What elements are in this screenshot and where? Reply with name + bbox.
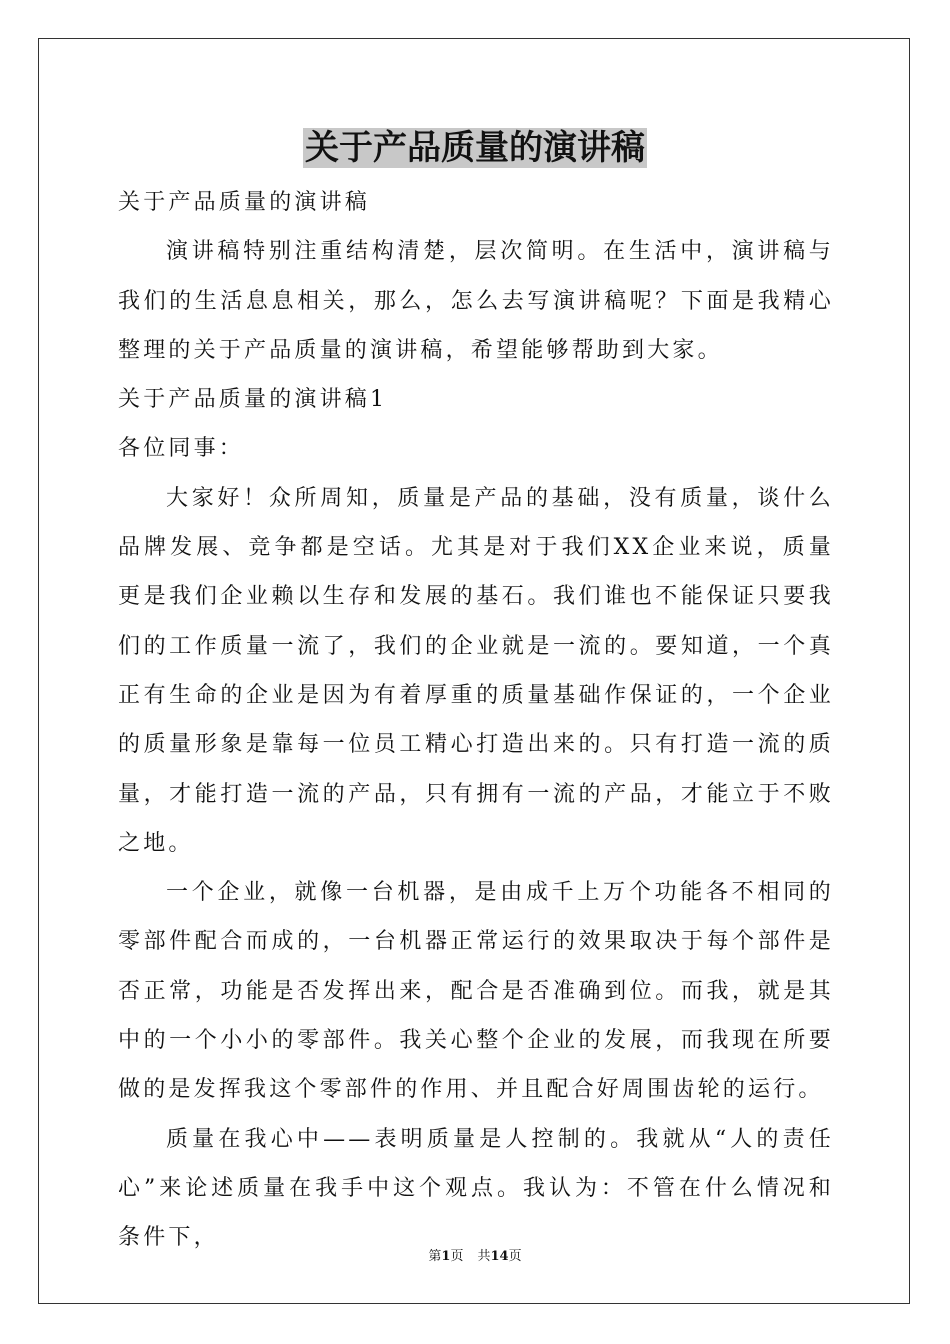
footer-total-pages: 14 xyxy=(490,1249,509,1264)
document-title-text: 关于产品质量的演讲稿 xyxy=(305,128,645,168)
document-title xyxy=(0,126,950,170)
body-paragraph-3: 质量在我心中——表明质量是人控制的。我就从“人的责任心”来论述质量在我手中这个观点。我认为：不管在什么情况和条件下， xyxy=(118,1126,834,1251)
footer-page-number: 1 xyxy=(441,1249,451,1264)
body-paragraph-2: 一个企业，就像一台机器，是由成千上万个功能各不相同的零部件配合而成的，一台机器正常运行的效果取决于每个部件是否正常，功能是否发挥出来，配合是否准确到位。而我，就是其中的一个小小的零部件。我关心整个企业的发展，而我现在所要做的是发挥我这个零部件的作用、并且配合好周围齿轮的运行。 xyxy=(118,880,834,1103)
body-paragraph-1: 大家好！众所周知，质量是产品的基础，没有质量，谈什么品牌发展、竞争都是空话。尤其是对于我们XX企业来说，质量更是我们企业赖以生存和发展的基石。我们谁也不能保证只要我们的工作质量一流了，我们的企业就是一流的。要知道，一个真正有生命的企业是因为有着厚重的质量基础作保证的，一个企业的质量形象是靠每一位员工精心打造出来的。只有打造一流的质量，才能打造一流的产品，只有拥有一流的产品，才能立于不败之地。 xyxy=(118,485,834,856)
footer-page-suffix: 页 xyxy=(450,1249,464,1264)
document-body xyxy=(118,178,834,1263)
page-footer xyxy=(0,1248,950,1266)
footer-total-prefix: 共 xyxy=(477,1249,491,1264)
footer-total-suffix: 页 xyxy=(508,1249,522,1264)
section-title: 关于产品质量的演讲稿1 xyxy=(118,387,388,413)
intro-paragraph: 演讲稿特别注重结构清楚，层次简明。在生活中，演讲稿与我们的生活息息相关，那么，怎么去写演讲稿呢？下面是我精心整理的关于产品质量的演讲稿，希望能够帮助到大家。 xyxy=(118,239,834,363)
greeting: 各位同事： xyxy=(118,436,245,462)
footer-page-prefix: 第 xyxy=(428,1249,442,1264)
subtitle: 关于产品质量的演讲稿 xyxy=(118,190,371,215)
